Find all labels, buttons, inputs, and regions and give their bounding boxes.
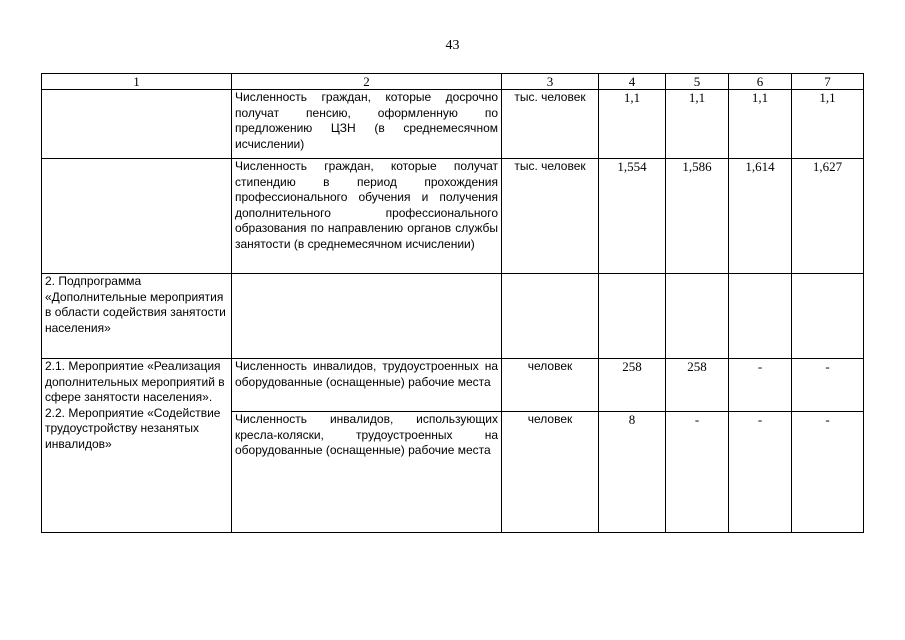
indicator-cell: Численность инвалидов, трудоустроенных на оборудованные (оснащенные) рабочие места	[232, 359, 502, 412]
value-cell-6: -	[729, 412, 792, 533]
value-cell-4: 258	[599, 359, 666, 412]
column-header-1: 1	[42, 74, 232, 90]
program-cell	[42, 159, 232, 274]
column-header-5: 5	[666, 74, 729, 90]
value-cell-7: 1,627	[792, 159, 864, 274]
indicator-cell: Численность граждан, которые получат стипендию в период прохождения профессионального обучения и получения дополнительного профессионального образования по направлению органов службы занятости (в среднемесячном исчислении)	[232, 159, 502, 274]
value-cell-6: -	[729, 359, 792, 412]
value-cell-6: 1,1	[729, 90, 792, 159]
column-header-4: 4	[599, 74, 666, 90]
value-cell-4: 8	[599, 412, 666, 533]
value-cell-7: 1,1	[792, 90, 864, 159]
value-cell-5: 258	[666, 359, 729, 412]
value-cell-7: -	[792, 359, 864, 412]
table-row	[42, 274, 864, 359]
column-header-7: 7	[792, 74, 864, 90]
program-cell	[42, 90, 232, 159]
table-header-row	[42, 74, 864, 90]
unit-cell: тыс. человек	[502, 90, 599, 159]
value-cell-6	[729, 274, 792, 359]
table-row	[42, 159, 864, 274]
value-cell-5: -	[666, 412, 729, 533]
subprogram-cell: 2. Подпрограмма «Дополнительные мероприятия в области содействия занятости населения»	[42, 274, 232, 359]
indicator-cell: Численность инвалидов, использующих кресла-коляски, трудоустроенных на оборудованные (оснащенные) рабочие места	[232, 412, 502, 533]
indicators-table	[41, 73, 864, 533]
column-header-3: 3	[502, 74, 599, 90]
value-cell-4	[599, 274, 666, 359]
value-cell-5: 1,1	[666, 90, 729, 159]
unit-cell	[502, 274, 599, 359]
value-cell-4: 1,1	[599, 90, 666, 159]
value-cell-7: -	[792, 412, 864, 533]
value-cell-5: 1,586	[666, 159, 729, 274]
column-header-2: 2	[232, 74, 502, 90]
value-cell-5	[666, 274, 729, 359]
table-row	[42, 90, 864, 159]
indicator-cell	[232, 274, 502, 359]
value-cell-4: 1,554	[599, 159, 666, 274]
column-header-6: 6	[729, 74, 792, 90]
unit-cell: тыс. человек	[502, 159, 599, 274]
activity-cell: 2.1. Мероприятие «Реализация дополнительных мероприятий в сфере занятости населения». 2.2. Мероприятие «Содействие трудоустройству незанятых инвалидов»	[42, 359, 232, 533]
indicator-cell: Численность граждан, которые досрочно получат пенсию, оформленную по предложению ЦЗН (в среднемесячном исчислении)	[232, 90, 502, 159]
value-cell-6: 1,614	[729, 159, 792, 274]
value-cell-7	[792, 274, 864, 359]
table-row	[42, 359, 864, 412]
unit-cell: человек	[502, 359, 599, 412]
unit-cell: человек	[502, 412, 599, 533]
page-number: 43	[445, 38, 460, 53]
